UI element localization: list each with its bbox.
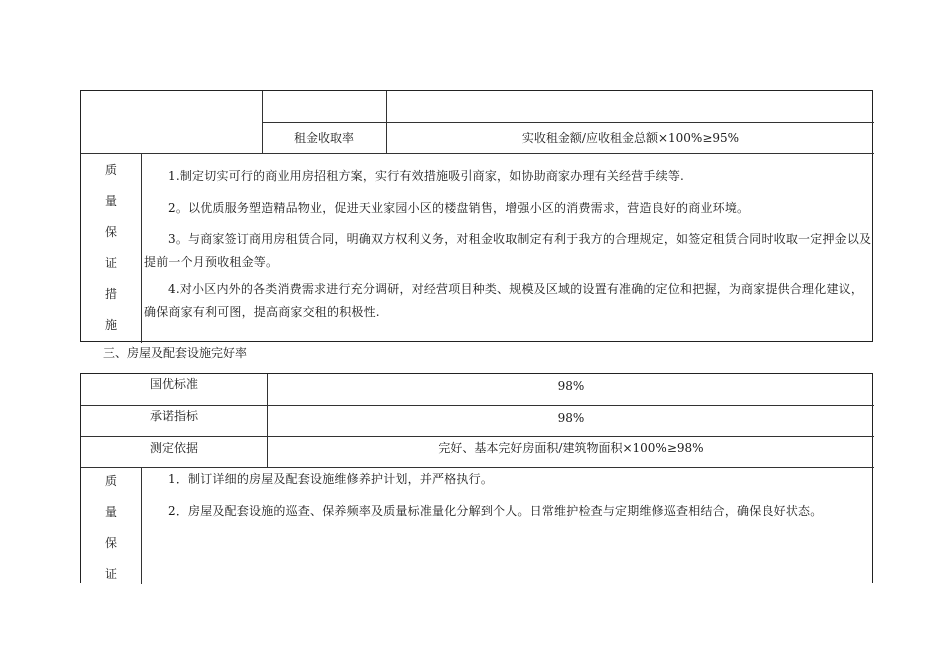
measure-paragraph-3: 3。与商家签订商用房租赁合同，明确双方权利义务，对租金收取制定有利于我方的合理规定，如签定租赁合同时收取一定押金以及提前一个月预收租金等。: [144, 232, 872, 269]
vertical-char: 保: [104, 536, 117, 550]
row-value-committed-target: 98%: [557, 411, 585, 425]
row-label-committed-target: 承诺指标: [149, 409, 198, 423]
assurance-paragraph-1: 1．制订详细的房屋及配套设施维修养护计划，并严格执行。: [168, 472, 494, 486]
measure-paragraph-1: 1.制定切实可行的商业用房招租方案，实行有效措施吸引商家，如协助商家办理有关经营手续等.: [168, 169, 685, 183]
table1-divider-h2: [81, 153, 874, 154]
measure-paragraph-2: 2。以优质服务塑造精品物业，促进天业家园小区的楼盘销售，增强小区的消费需求，营造良好的商业环境。: [168, 201, 750, 215]
row-label-national-standard: 国优标准: [149, 377, 198, 391]
quality-assurance-vertical-title: [101, 472, 121, 596]
vertical-char: 证: [104, 567, 117, 581]
vertical-char: 保: [104, 225, 117, 239]
row-value-national-standard: 98%: [557, 379, 585, 393]
rent-rate-formula: 实收租金额/应收租金总额×100%≥95%: [521, 131, 740, 145]
vertical-char: 质: [104, 163, 117, 177]
row-value-basis: 完好、基本完好房面积/建筑物面积×100%≥98%: [438, 441, 704, 455]
facility-intact-rate-table: [80, 373, 873, 583]
quality-measures-vertical-title: [101, 161, 121, 347]
measure-paragraph-4: 4.对小区内外的各类消费需求进行充分调研，对经营项目种类、规模及区域的设置有准确的定位和把握，为商家提供合理化建议，确保商家有利可图，提高商家交租的积极性.: [144, 282, 864, 319]
table2-divider-h2: [81, 436, 874, 437]
table2-divider-h1: [81, 405, 874, 406]
vertical-char: 质: [104, 474, 117, 488]
assurance-paragraph-2: 2．房屋及配套设施的巡查、保养频率及质量标准量化分解到个人。日常维护检查与定期维修巡查相结合，确保良好状态。: [168, 504, 823, 518]
vertical-char: 证: [104, 256, 117, 270]
table1-divider-v3: [141, 153, 142, 343]
vertical-char: 施: [104, 318, 117, 332]
rent-collection-table: [80, 90, 873, 342]
vertical-char: 量: [104, 194, 117, 208]
table2-divider-v2: [141, 467, 142, 584]
section-heading: 三、房屋及配套设施完好率: [103, 346, 248, 360]
rent-rate-label: 租金收取率: [293, 131, 354, 145]
vertical-char: 量: [104, 505, 117, 519]
table1-divider-h1: [262, 122, 874, 123]
vertical-char: 措: [104, 287, 117, 301]
row-label-basis: 测定依据: [149, 441, 198, 455]
